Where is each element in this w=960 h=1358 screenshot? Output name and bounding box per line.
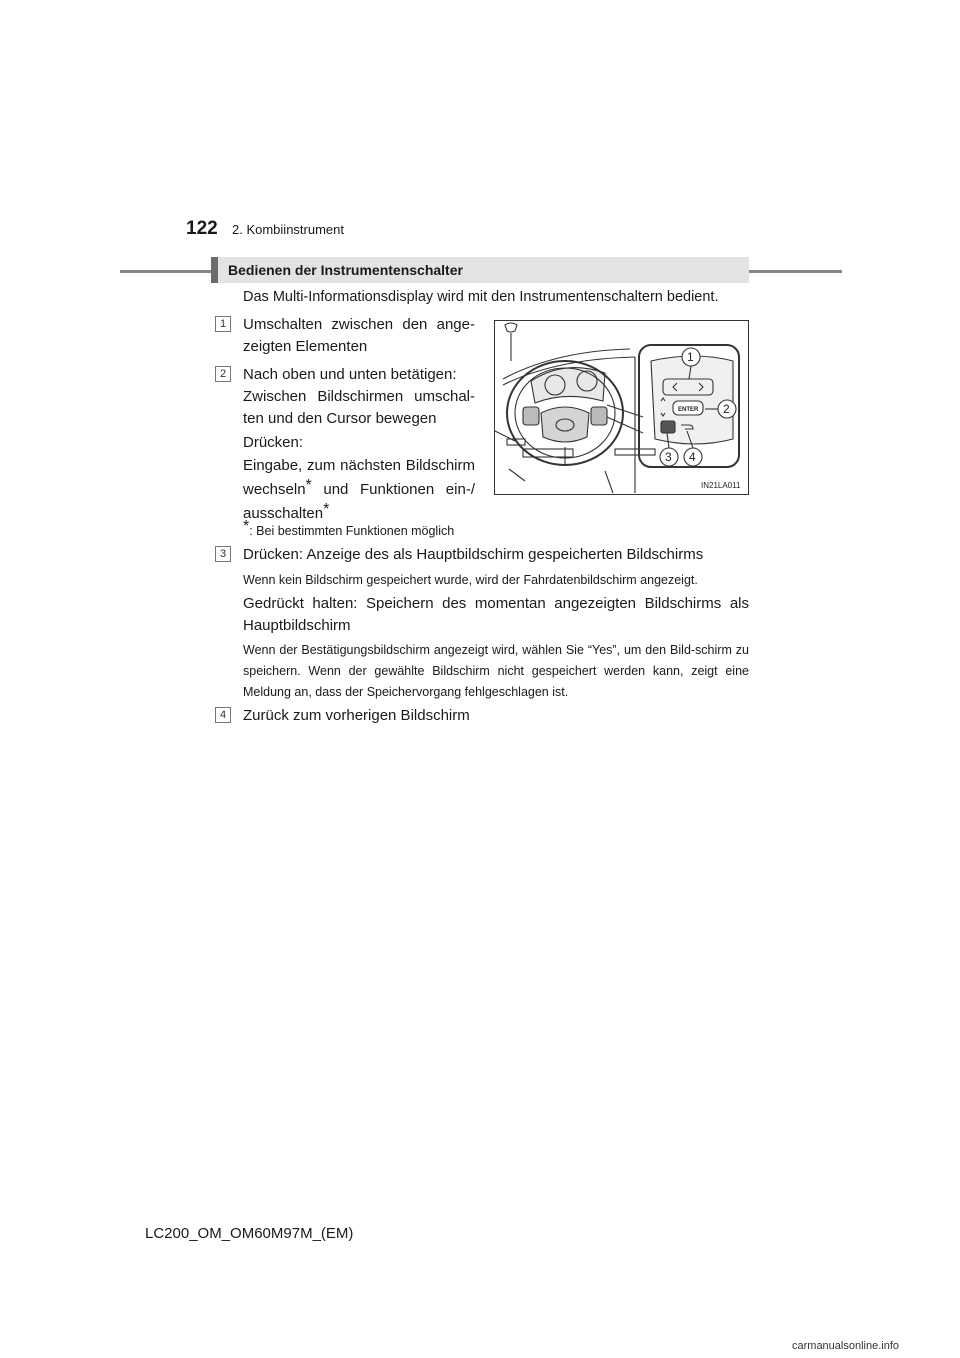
- item-3-text: Drücken: Anzeige des als Hauptbildschirm gespeicherten Bildschirms: [243, 546, 704, 563]
- item-2-text-a: Nach oben und unten betätigen:: [243, 366, 457, 383]
- footnote-star-2: *: [323, 501, 330, 518]
- item-2-text-b: Zwischen Bildschirmen umschal-ten und den Cursor bewegen: [243, 388, 475, 427]
- item-number-1: 1: [215, 316, 231, 332]
- lower-line-2: [605, 471, 613, 493]
- item-1-text: Umschalten zwischen den ange-zeigten Elementen: [243, 316, 475, 355]
- lower-line-1: [509, 469, 525, 481]
- item-number-4: 4: [215, 707, 231, 723]
- callout-label-1: 1: [687, 350, 694, 364]
- right-switch-pad: [591, 407, 607, 425]
- section-intro: Das Multi-Informationsdisplay wird mit den Instrumentenschaltern bedient.: [243, 289, 719, 305]
- wheel-hub: [541, 407, 589, 442]
- steering-wheel-switch-figure: [494, 320, 749, 495]
- item-2-text-d-part1: Eingabe, zum nächsten Bildschirm wechseln: [243, 457, 475, 498]
- footnote-text: : Bei bestimmten Funktionen möglich: [249, 524, 455, 538]
- zoom-line-2: [607, 417, 643, 433]
- section-heading-bar: [211, 257, 749, 283]
- footnote-star-1: *: [305, 477, 312, 494]
- item-number-2: 2: [215, 366, 231, 382]
- item-2-text-c: Drücken:: [243, 434, 304, 451]
- item-number-3: 3: [215, 546, 231, 562]
- callout-label-4: 4: [689, 450, 696, 464]
- enter-label: ENTER: [678, 407, 699, 413]
- item-3-note-2: Wenn der Bestätigungsbildschirm angezeigt wird, wählen Sie “Yes”, um den Bild-schirm zu speichern. Wenn der gewählte Bildschirm nicht gespeichert werden kann, zeigt eine Meldung an, dass der Speichervorgang fehlgeschlagen ist.: [243, 643, 749, 699]
- item-2-text-d: [243, 454, 475, 526]
- figure-code: IN21LA011: [701, 481, 741, 490]
- callout-label-3: 3: [665, 450, 672, 464]
- item-3-text-2: Gedrückt halten: Speichern des momentan angezeigten Bildschirms als Hauptbildschirm: [243, 595, 749, 634]
- footnote: [243, 518, 455, 542]
- document-code: LC200_OM_OM60M97M_(EM): [145, 1225, 354, 1242]
- chapter-title: 2. Kombiinstrument: [232, 222, 344, 237]
- zoom-line-1: [607, 405, 643, 417]
- steering-wheel-illustration: [495, 321, 748, 494]
- watermark: carmanualsonline.info: [792, 1340, 900, 1352]
- page-number: 122: [186, 218, 218, 239]
- item-3-note-1: Wenn kein Bildschirm gespeichert wurde, wird der Fahrdatenbildschirm angezeigt.: [243, 573, 698, 587]
- item-4-text: Zurück zum vorherigen Bildschirm: [243, 707, 470, 724]
- home-switch: [661, 421, 675, 433]
- footnote-star-3: *: [243, 518, 250, 535]
- item-2-text-d-part2: und Funktionen ein-/ ausschalten: [243, 481, 475, 522]
- mirror-shape: [505, 323, 517, 332]
- callout-label-2: 2: [723, 402, 730, 416]
- left-switch-pad: [523, 407, 539, 425]
- section-title: Bedienen der Instrumentenschalter: [228, 262, 463, 278]
